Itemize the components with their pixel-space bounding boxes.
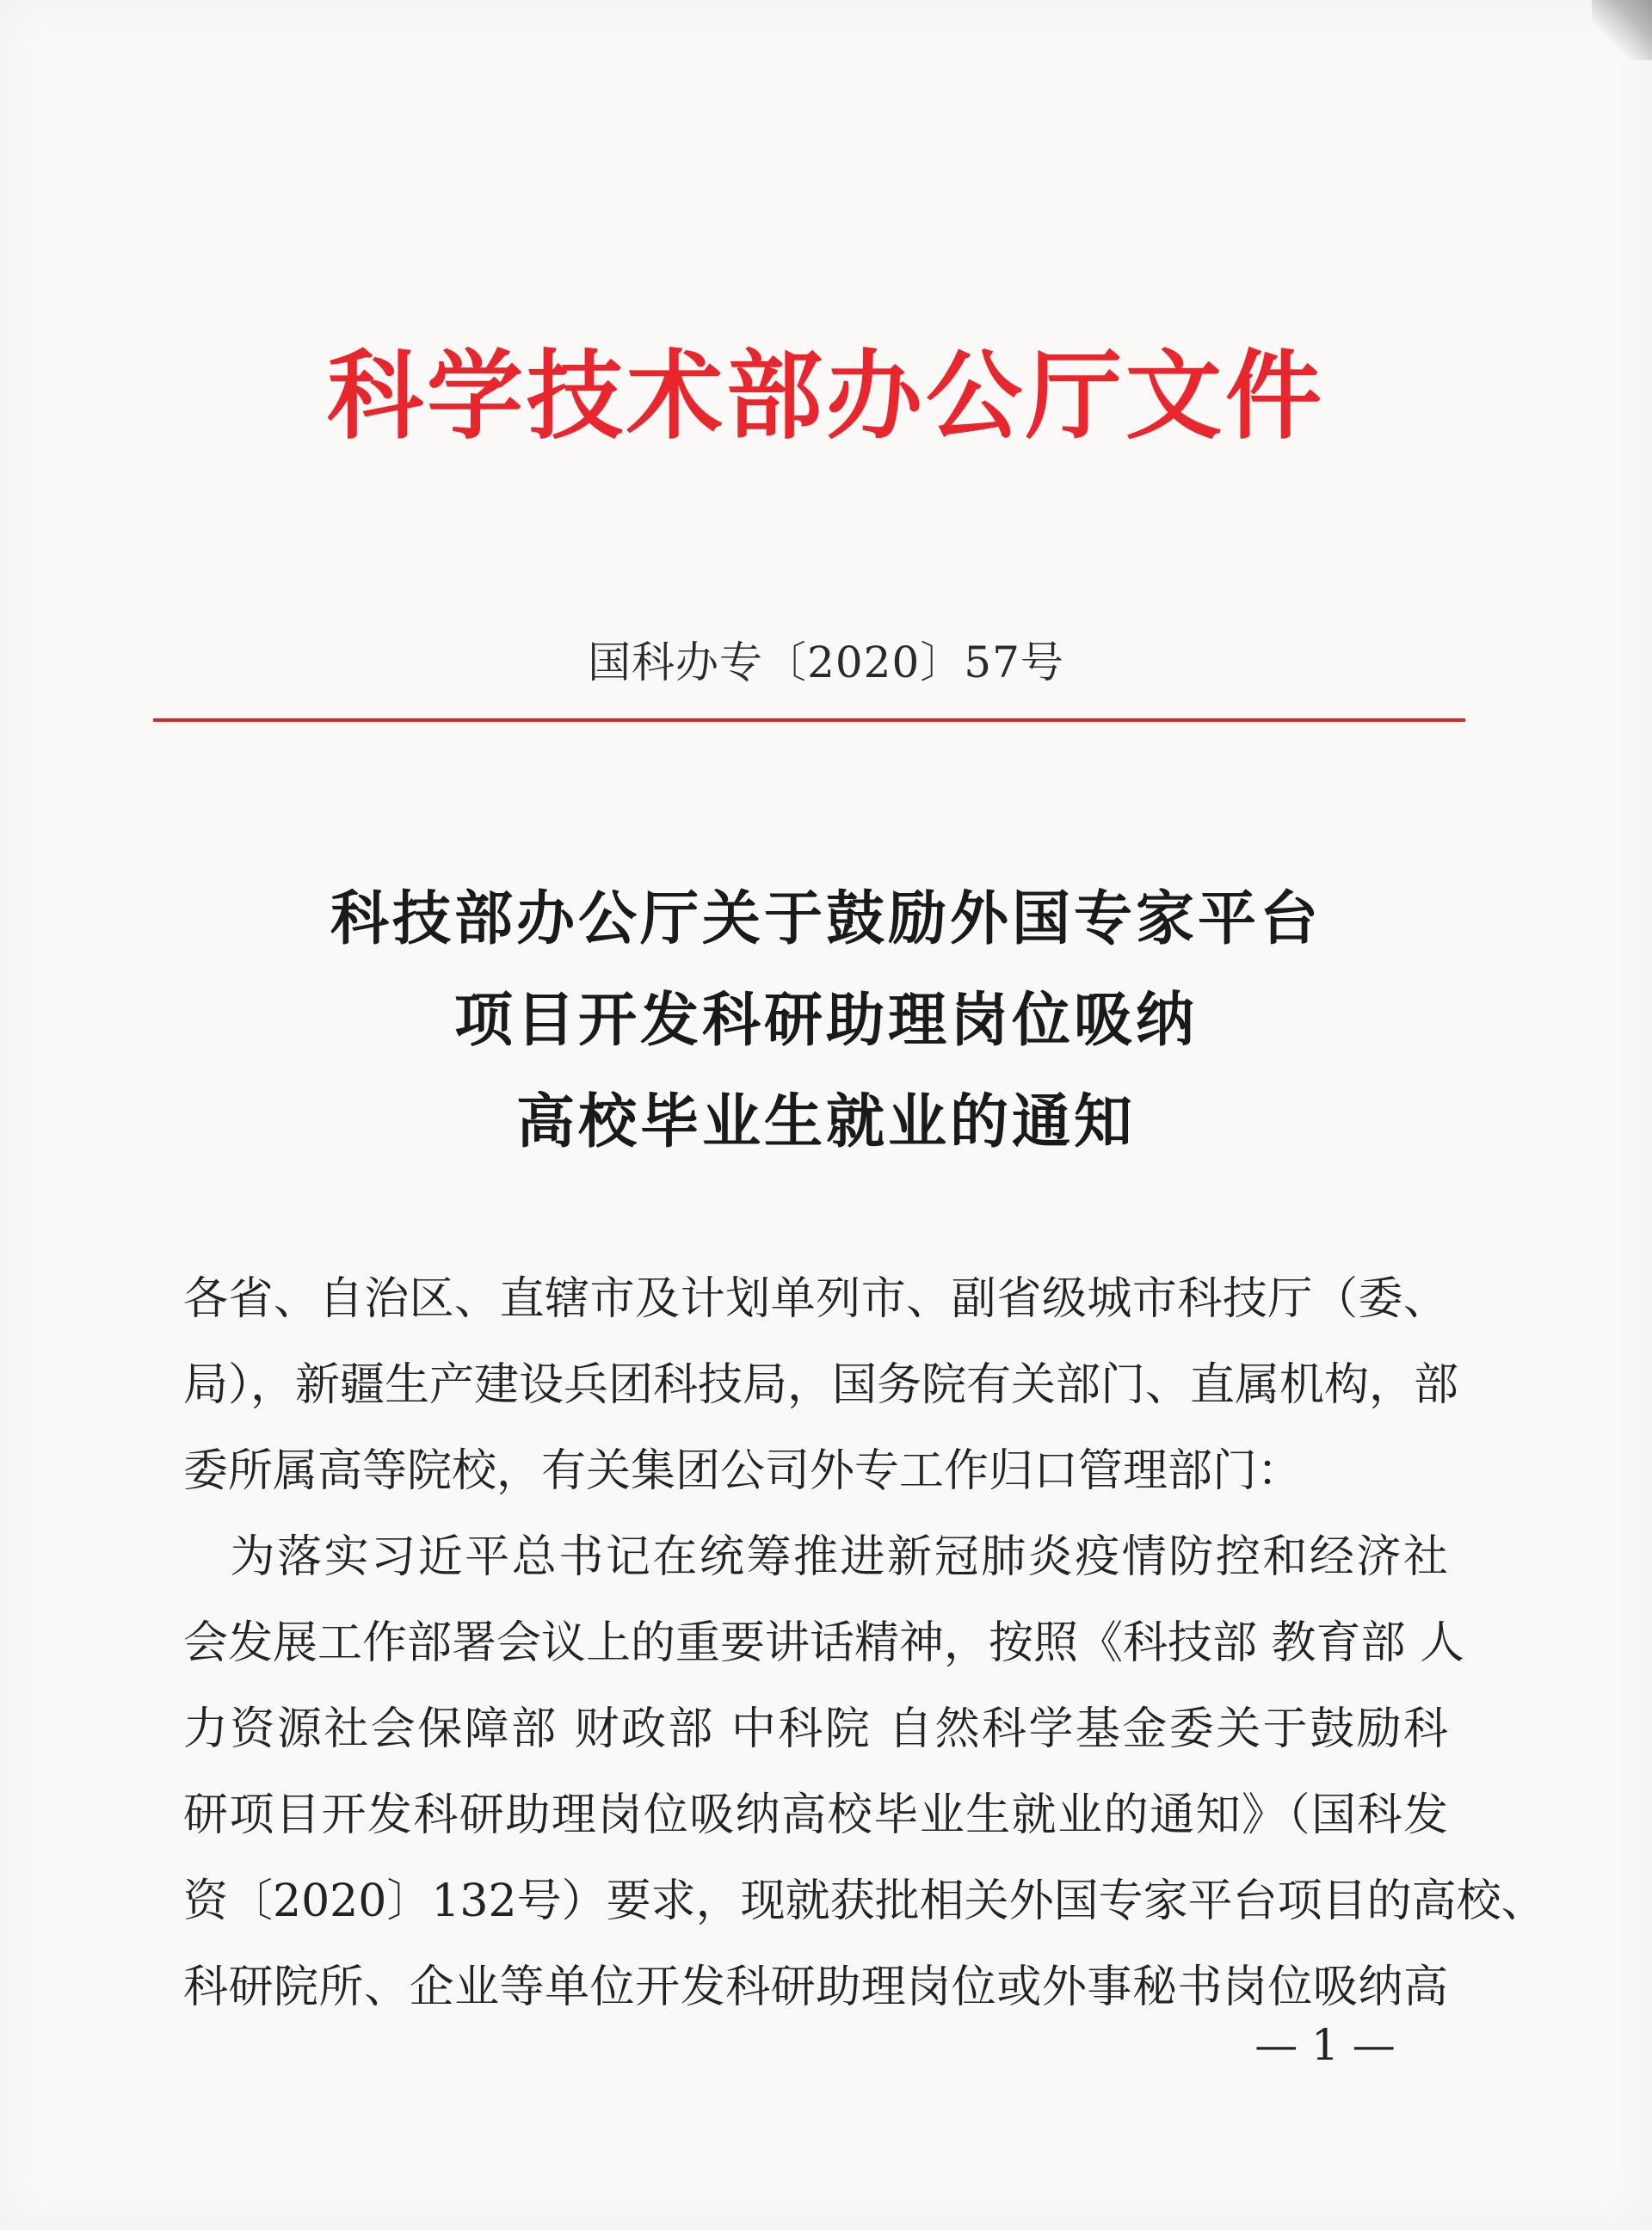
issuing-authority-header: 科学技术部办公厅文件 [327,341,1325,453]
notice-title-line-1: 科技部办公厅关于鼓励外国专家平台 [330,885,1322,953]
body-line: 会发展工作部署会议上的重要讲话精神，按照《科技部 教育部 人 [183,1617,1465,1669]
body-line: 为落实习近平总书记在统筹推进新冠肺炎疫情防控和经济社 [183,1531,1448,1583]
notice-title-line-2: 项目开发科研助理岗位吸纳 [453,987,1198,1055]
page-number: — 1 — [1254,2020,1396,2070]
notice-title [0,869,1652,1174]
red-separator-line [153,718,1465,722]
body-line: 局），新疆生产建设兵团科技局，国务院有关部门、直属机构，部 [183,1359,1459,1411]
page-corner-shadow [1592,0,1652,60]
body-line: 各省、自治区、直辖市及计划单列市、副省级城市科技厅（委、 [183,1273,1448,1325]
document-number: 国科办专〔2020〕57号 [588,638,1064,687]
body-line: 研项目开发科研助理岗位吸纳高校毕业生就业的通知》（国科发 [183,1790,1448,1841]
body-line: 力资源社会保障部 财政部 中科院 自然科学基金委关于鼓励科 [183,1703,1448,1755]
notice-title-line-3: 高校毕业生就业的通知 [515,1088,1136,1156]
body-line: 科研院所、企业等单位开发科研助理岗位或外事秘书岗位吸纳高 [183,1962,1448,2013]
body-line: 资〔2020〕132号）要求，现就获批相关外国专家平台项目的高校、 [183,1876,1546,1927]
notice-body [183,1256,1546,2030]
body-line: 委所属高等院校，有关集团公司外专工作归口管理部门： [183,1445,1303,1497]
